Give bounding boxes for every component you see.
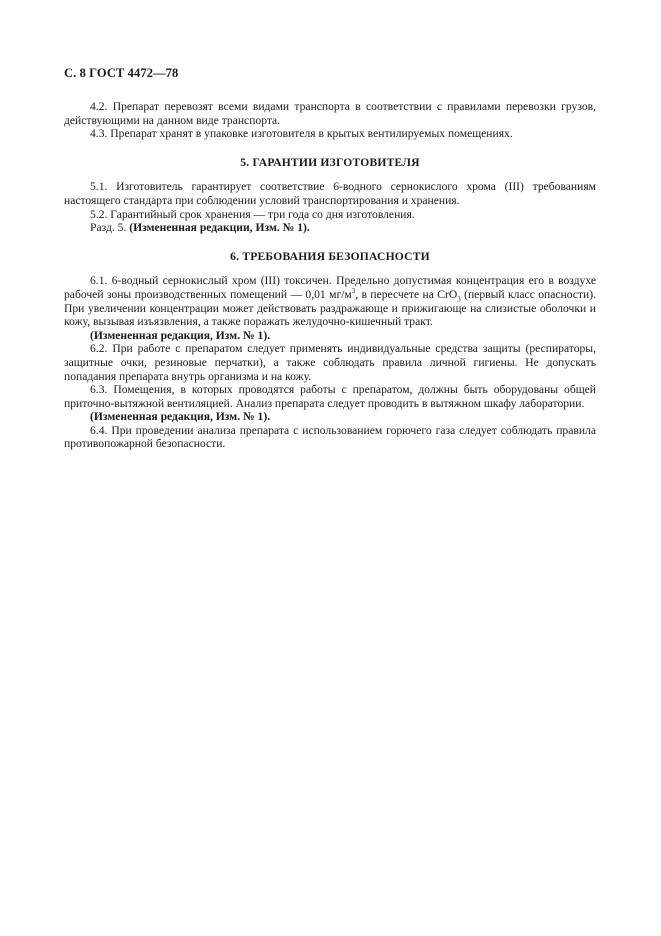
- paragraph-6-1-part-a: 6.1. 6-водный сернокислый хром (III) токсичен. Предельно допустимая концентрация его в воздухе рабочей зоны производственных помещений — 0,01 мг/м: [64, 274, 596, 301]
- cubic-superscript: 3: [351, 287, 356, 296]
- paragraph-5-2: 5.2. Гарантийный срок хранения — три года со дня изготовления.: [90, 207, 415, 221]
- paragraph-6-1: [64, 274, 596, 328]
- paragraph-4-3: 4.3. Препарат хранят в упаковке изготовителя в крытых вентилируемых помещениях.: [90, 127, 513, 141]
- document-body: [64, 100, 596, 451]
- paragraph-6-4: 6.4. При проведении анализа препарата с использованием горючего газа следует соблюдать правила противопожарной безопасности.: [64, 423, 596, 451]
- paragraph-4-2: 4.2. Препарат перевозят всеми видами транспорта в соответствии с правилами перевозки грузов, действующими на данном виде транспорта.: [64, 100, 596, 127]
- section-5-amendment-note: [64, 221, 596, 235]
- paragraph-6-2: 6.2. При работе с препаратом следует применять индивидуальные средства защиты (респираторы, защитные очки, резиновые перчатки), а также соблюдать правила личной гигиены. Не допускать попадания препарата внутрь организма и на кожу.: [64, 342, 596, 383]
- paragraph-5-1: 5.1. Изготовитель гарантирует соответствие 6-водного сернокислого хрома (III) требованиям настоящего стандарта при соблюдении условий транспортирования и хранения.: [64, 180, 596, 207]
- section-6-title: 6. ТРЕБОВАНИЯ БЕЗОПАСНОСТИ: [230, 249, 430, 263]
- page-header: С. 8 ГОСТ 4472—78: [64, 66, 179, 80]
- paragraph-6-1-part-c: (первый класс опасности). При увеличении концентрации может действовать раздражающе и прижигающе на слизистые оболочки и кожу, вызывая изъязвления, а также поражать желудочно-кишечный тракт.: [64, 287, 596, 329]
- amendment-note-6-3: (Измененная редакция, Изм. № 1).: [90, 410, 271, 424]
- section-5-title: 5. ГАРАНТИИ ИЗГОТОВИТЕЛЯ: [240, 155, 420, 169]
- formula-subscript: 3: [457, 295, 461, 304]
- amendment-note-6-1: (Измененная редакция, Изм. № 1).: [90, 328, 271, 342]
- amendment-text: (Измененная редакции, Изм. № 1).: [129, 221, 310, 235]
- amendment-prefix: Разд. 5.: [90, 221, 130, 235]
- paragraph-6-1-part-b: , в пересчете на CrO: [355, 287, 458, 301]
- paragraph-6-3: 6.3. Помещения, в которых проводятся работы с препаратом, должны быть оборудованы общей приточно-вытяжной вентиляцией. Анализ препарата следует проводить в вытяжном шкафу лаборатории.: [64, 383, 596, 410]
